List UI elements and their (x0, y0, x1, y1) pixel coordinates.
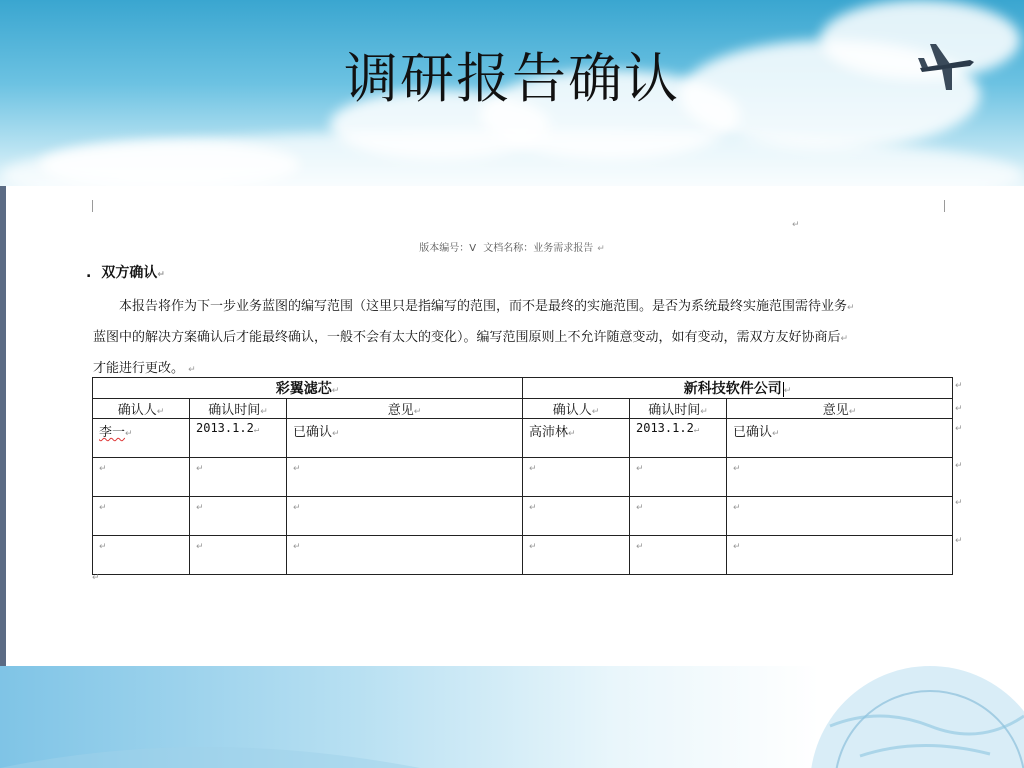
org-cell-client[interactable]: 彩翼滤芯↵ (93, 378, 523, 399)
row-end-mark: ↵ (955, 381, 963, 391)
table-cell[interactable]: 2013.1.2↵ (630, 419, 727, 458)
document-header (0, 239, 1024, 254)
airplane-icon (916, 38, 976, 94)
header-cell[interactable]: 确认时间↵ (190, 399, 287, 419)
org-cell-vendor[interactable]: 新科技软件公司 ↵ (523, 378, 953, 399)
table-cell[interactable]: 已确认↵ (727, 419, 953, 458)
header-cell[interactable]: 确认时间↵ (630, 399, 727, 419)
table-cell[interactable]: ↵ (727, 458, 953, 497)
header-cell[interactable]: 确认人↵ (523, 399, 630, 419)
confirmation-table (92, 377, 953, 575)
table-cell[interactable]: ↵ (93, 536, 190, 575)
row-end-mark: ↵ (955, 461, 963, 471)
table-cell[interactable]: ↵ (523, 497, 630, 536)
doc-name-label: 文档名称：业务需求报告 (483, 243, 594, 254)
row-end-mark: ↵ (955, 536, 963, 546)
table-cell[interactable]: 李一↵ (93, 419, 190, 458)
table-row (93, 458, 953, 497)
margin-marker (944, 200, 945, 212)
header-cell[interactable]: 意见↵ (727, 399, 953, 419)
table-cell[interactable]: ↵ (190, 497, 287, 536)
table-cell[interactable]: 2013.1.2↵ (190, 419, 287, 458)
margin-marker (92, 200, 93, 212)
body-line: 才能进行更改。 ↵ (93, 361, 196, 376)
globe-graphic (0, 666, 1024, 768)
table-cell[interactable]: ↵ (287, 458, 523, 497)
heading-bullet: . (86, 265, 92, 281)
table-cell[interactable]: ↵ (190, 536, 287, 575)
table-cell[interactable]: ↵ (287, 536, 523, 575)
slide-title: 调研报告确认 (344, 47, 680, 110)
header-row (93, 399, 953, 419)
table-cell[interactable]: ↵ (630, 458, 727, 497)
table-cell[interactable]: ↵ (93, 458, 190, 497)
table-cell[interactable]: ↵ (523, 458, 630, 497)
table-row (93, 497, 953, 536)
paragraph-mark: ↵ (157, 270, 165, 280)
table-row (93, 536, 953, 575)
sky-banner (0, 0, 1024, 186)
row-end-mark: ↵ (955, 404, 963, 414)
org-row (93, 378, 953, 399)
table-cell[interactable]: ↵ (630, 497, 727, 536)
body-paragraph[interactable] (93, 292, 953, 385)
table-cell[interactable]: ↵ (287, 497, 523, 536)
table-cell[interactable]: ↵ (523, 536, 630, 575)
table-cell[interactable]: ↵ (727, 497, 953, 536)
row-end-mark: ↵ (955, 498, 963, 508)
body-line: 蓝图中的解决方案确认后才能最终确认，一般不会有太大的变化）。编写范围原则上不允许随意变动，如有变动，需双方友好协商后↵ (93, 330, 849, 345)
table-row (93, 419, 953, 458)
table-cell[interactable]: 已确认↵ (287, 419, 523, 458)
table-cell[interactable]: ↵ (727, 536, 953, 575)
paragraph-mark: ↵ (792, 220, 800, 230)
version-label: 版本编号：V (419, 243, 477, 254)
body-line: 本报告将作为下一步业务蓝图的编写范围（这里只是指编写的范围，而不是最终的实施范围。是否为系统最终实施范围需待业务↵ (119, 299, 855, 314)
table-cell[interactable]: 高沛林↵ (523, 419, 630, 458)
row-end-mark: ↵ (955, 424, 963, 434)
table-cell[interactable]: ↵ (93, 497, 190, 536)
heading-text: 双方确认 (101, 265, 158, 281)
header-cell[interactable]: 意见↵ (287, 399, 523, 419)
section-heading[interactable] (86, 262, 165, 282)
table-cell[interactable]: ↵ (190, 458, 287, 497)
header-cell[interactable]: 确认人↵ (93, 399, 190, 419)
footer-banner (0, 666, 1024, 768)
paragraph-mark: ↵ (92, 573, 100, 583)
cloud-shape (40, 140, 300, 186)
table-cell[interactable]: ↵ (630, 536, 727, 575)
paragraph-mark: ↵ (597, 244, 605, 254)
